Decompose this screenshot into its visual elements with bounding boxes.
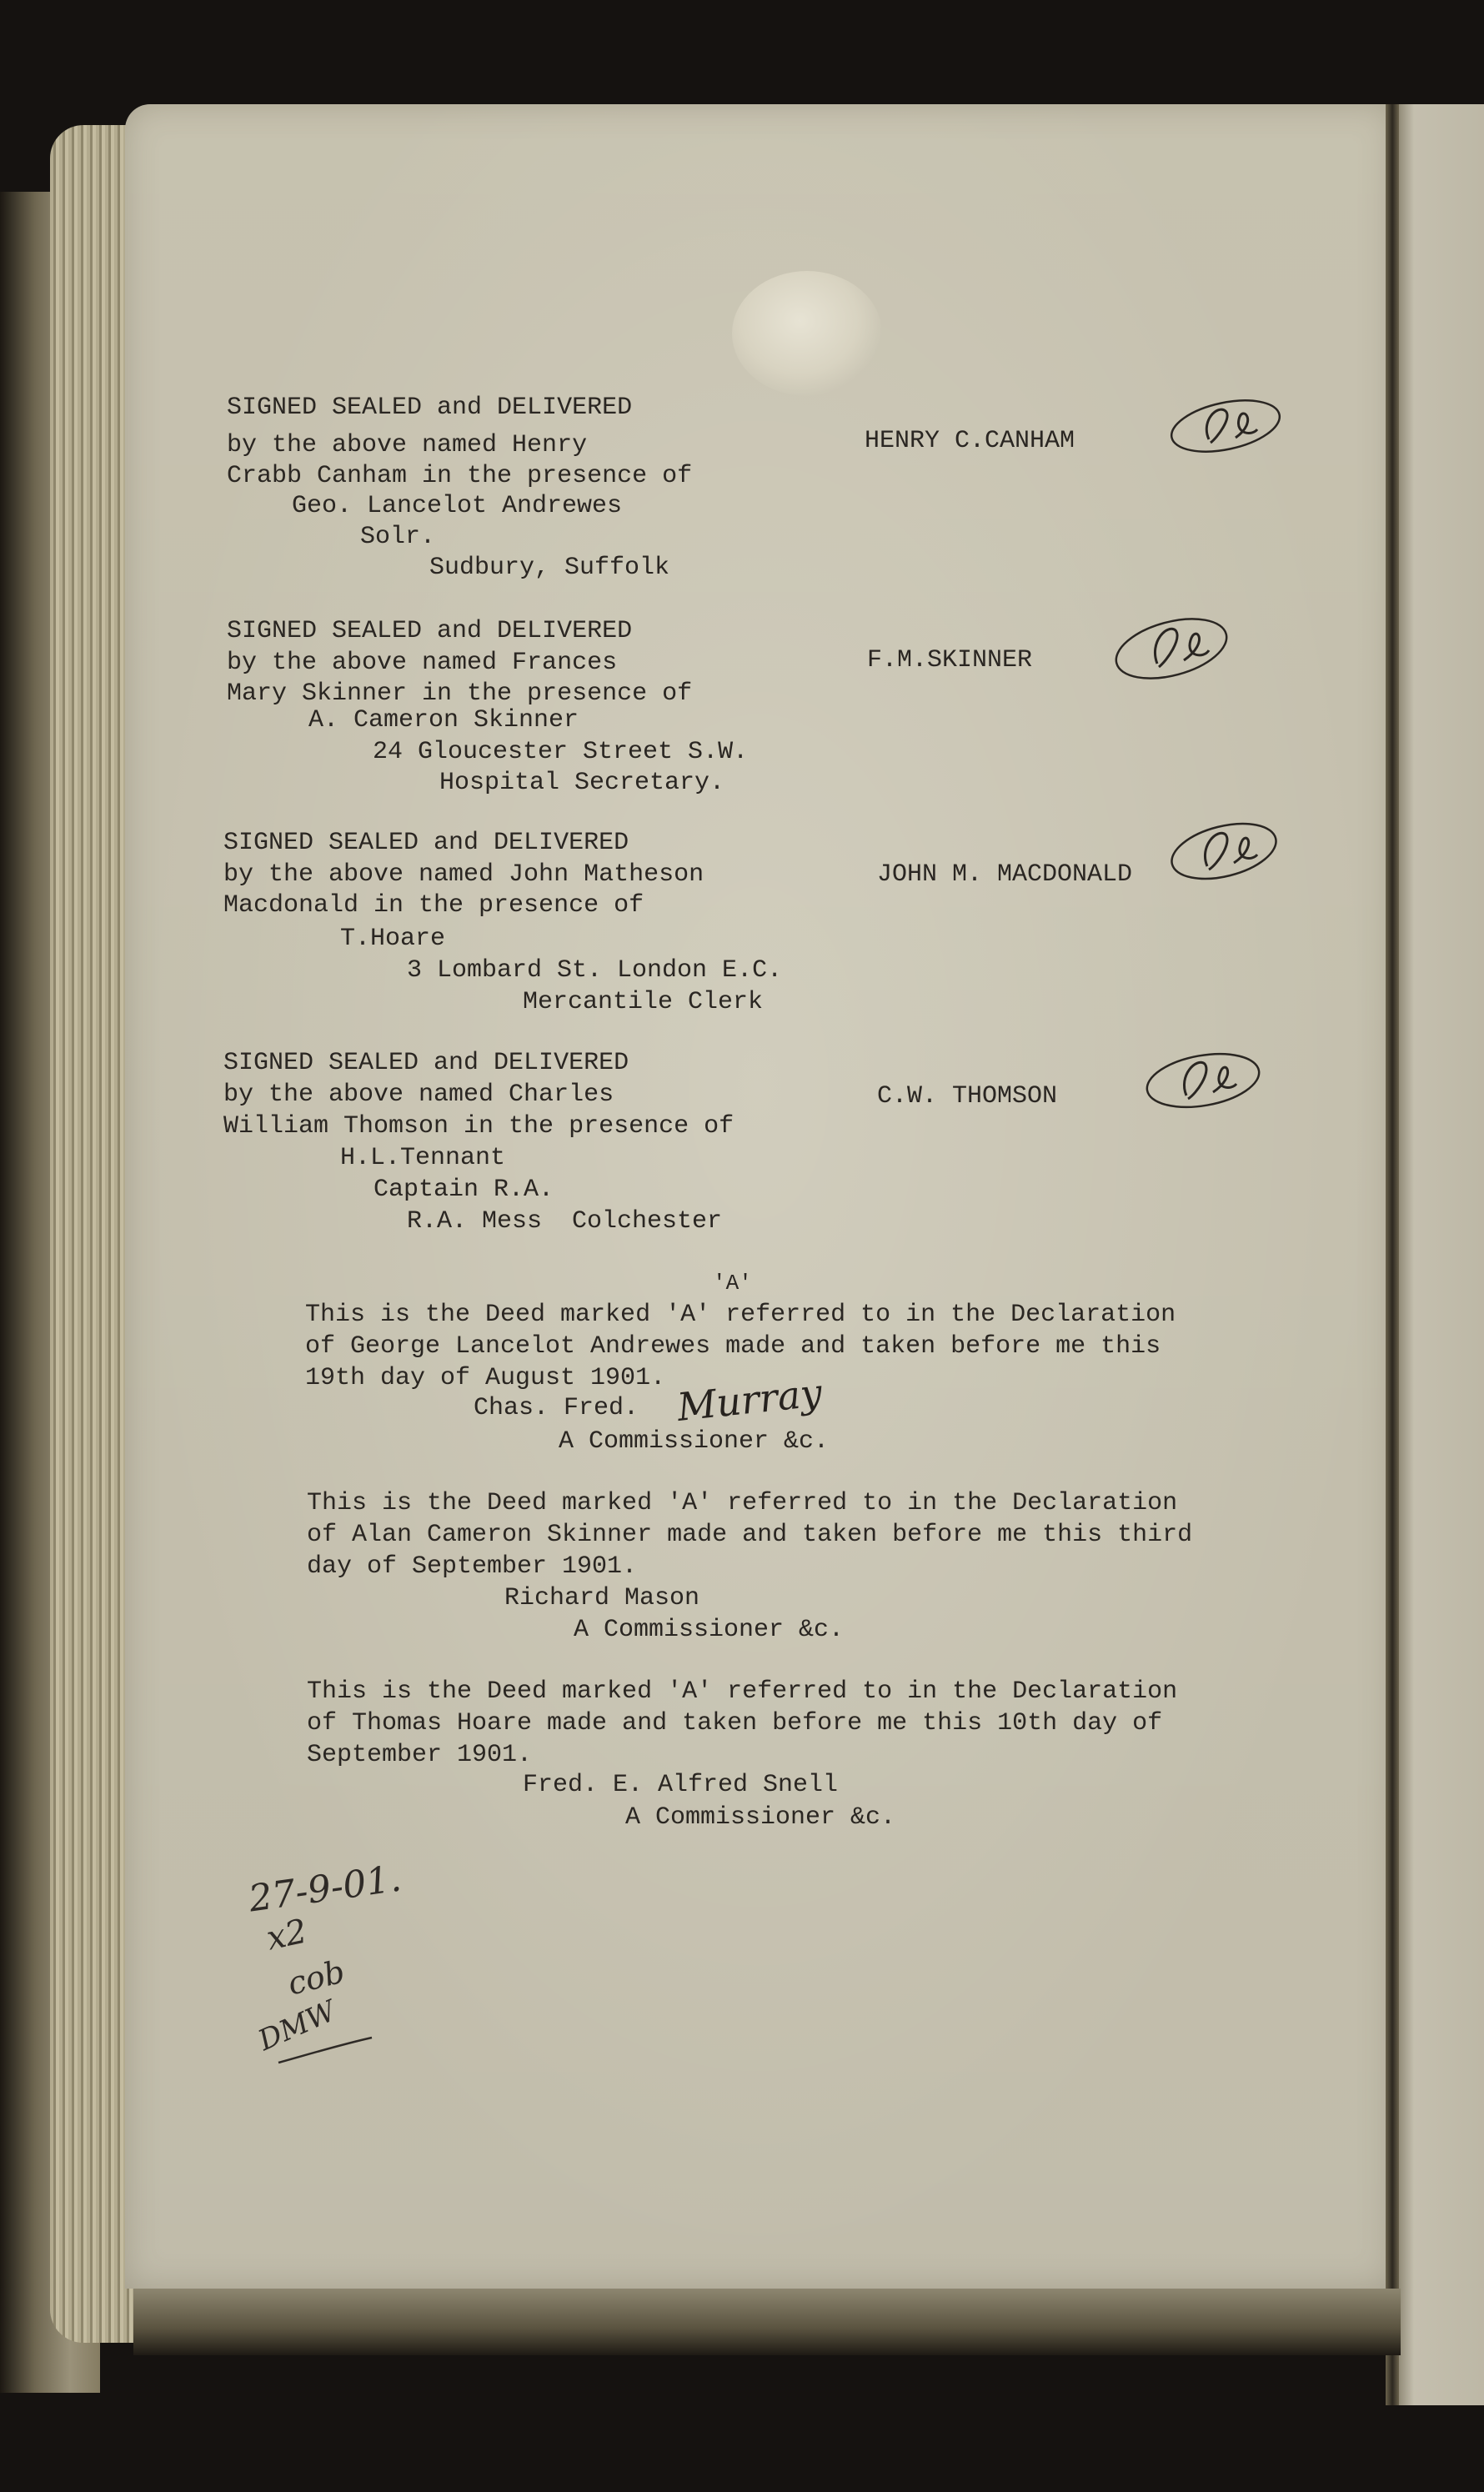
declaration-line: This is the Deed marked 'A' referred to in the Declaration [307,1489,1178,1517]
block-line: Crabb Canham in the presence of [227,462,693,490]
initials-underline [275,2034,375,2068]
block-line: by the above named Charles [223,1081,614,1109]
signatory-name: C.W. THOMSON [877,1082,1058,1111]
declaration-line: This is the Deed marked 'A' referred to in the Declaration [305,1301,1176,1329]
block-heading: SIGNED SEALED and DELIVERED [223,829,629,857]
witness-detail: 3 Lombard St. London E.C. [407,956,783,985]
seal-ls-mark [1138,1042,1263,1117]
page-bottom-edge [133,2289,1401,2355]
block-line: Macdonald in the presence of [223,891,644,920]
commissioner-title: A Commissioner &c. [625,1803,896,1832]
block-heading: SIGNED SEALED and DELIVERED [227,394,633,422]
facing-page-edge [1396,104,1484,2405]
insert-mark: 'A' [713,1271,752,1296]
declaration-line: September 1901. [307,1741,533,1769]
commissioner-name: Richard Mason [504,1584,700,1612]
declaration-line: 19th day of August 1901. [305,1364,666,1392]
marginal-note: x2 [263,1912,311,1958]
embossed-crest-seal [732,271,882,396]
declaration-line: day of September 1901. [307,1552,638,1581]
commissioner-handwritten-surname: Murray [674,1370,825,1430]
declaration-line: This is the Deed marked 'A' referred to in the Declaration [307,1677,1178,1706]
seal-ls-mark [1159,388,1284,463]
block-heading: SIGNED SEALED and DELIVERED [227,617,633,645]
witness-detail: Captain R.A. [374,1176,554,1204]
commissioner-name: Chas. Fred. [474,1394,639,1422]
commissioner-name: Fred. E. Alfred Snell [523,1771,839,1799]
block-line: by the above named John Matheson [223,860,704,889]
marginal-initials: DMW [253,1993,341,2058]
block-heading: SIGNED SEALED and DELIVERED [223,1049,629,1077]
declaration-line: of Alan Cameron Skinner made and taken before me this third [307,1521,1193,1549]
block-line: by the above named Henry [227,431,588,459]
seal-ls-mark [1109,609,1234,684]
witness-detail: Hospital Secretary. [439,769,725,797]
witness-detail: Mercantile Clerk [523,988,764,1016]
seal-ls-mark [1159,813,1284,888]
signatory-name: JOHN M. MACDONALD [877,860,1133,889]
commissioner-title: A Commissioner &c. [559,1427,830,1456]
witness-name: T.Hoare [340,925,446,953]
witness-name: A. Cameron Skinner [308,706,579,735]
witness-name: H.L.Tennant [340,1144,506,1172]
witness-name: Geo. Lancelot Andrewes [292,492,623,520]
block-line: Mary Skinner in the presence of [227,679,693,708]
block-line: William Thomson in the presence of [223,1112,734,1141]
declaration-line: of Thomas Hoare made and taken before me this 10th day of [307,1709,1163,1737]
marginal-date: 27-9-01. [246,1857,404,1921]
marginal-note: cob [283,1953,348,2003]
witness-detail: R.A. Mess Colchester [407,1207,723,1236]
commissioner-title: A Commissioner &c. [574,1616,845,1644]
witness-detail: Solr. [360,523,436,551]
witness-detail: 24 Gloucester Street S.W. [373,738,749,766]
witness-detail: Sudbury, Suffolk [429,554,670,582]
declaration-line: of George Lancelot Andrewes made and taken before me this [305,1332,1161,1361]
signatory-name: F.M.SKINNER [867,646,1033,674]
book-gutter [1386,104,1399,2405]
block-line: by the above named Frances [227,649,618,677]
signatory-name: HENRY C.CANHAM [865,427,1075,455]
